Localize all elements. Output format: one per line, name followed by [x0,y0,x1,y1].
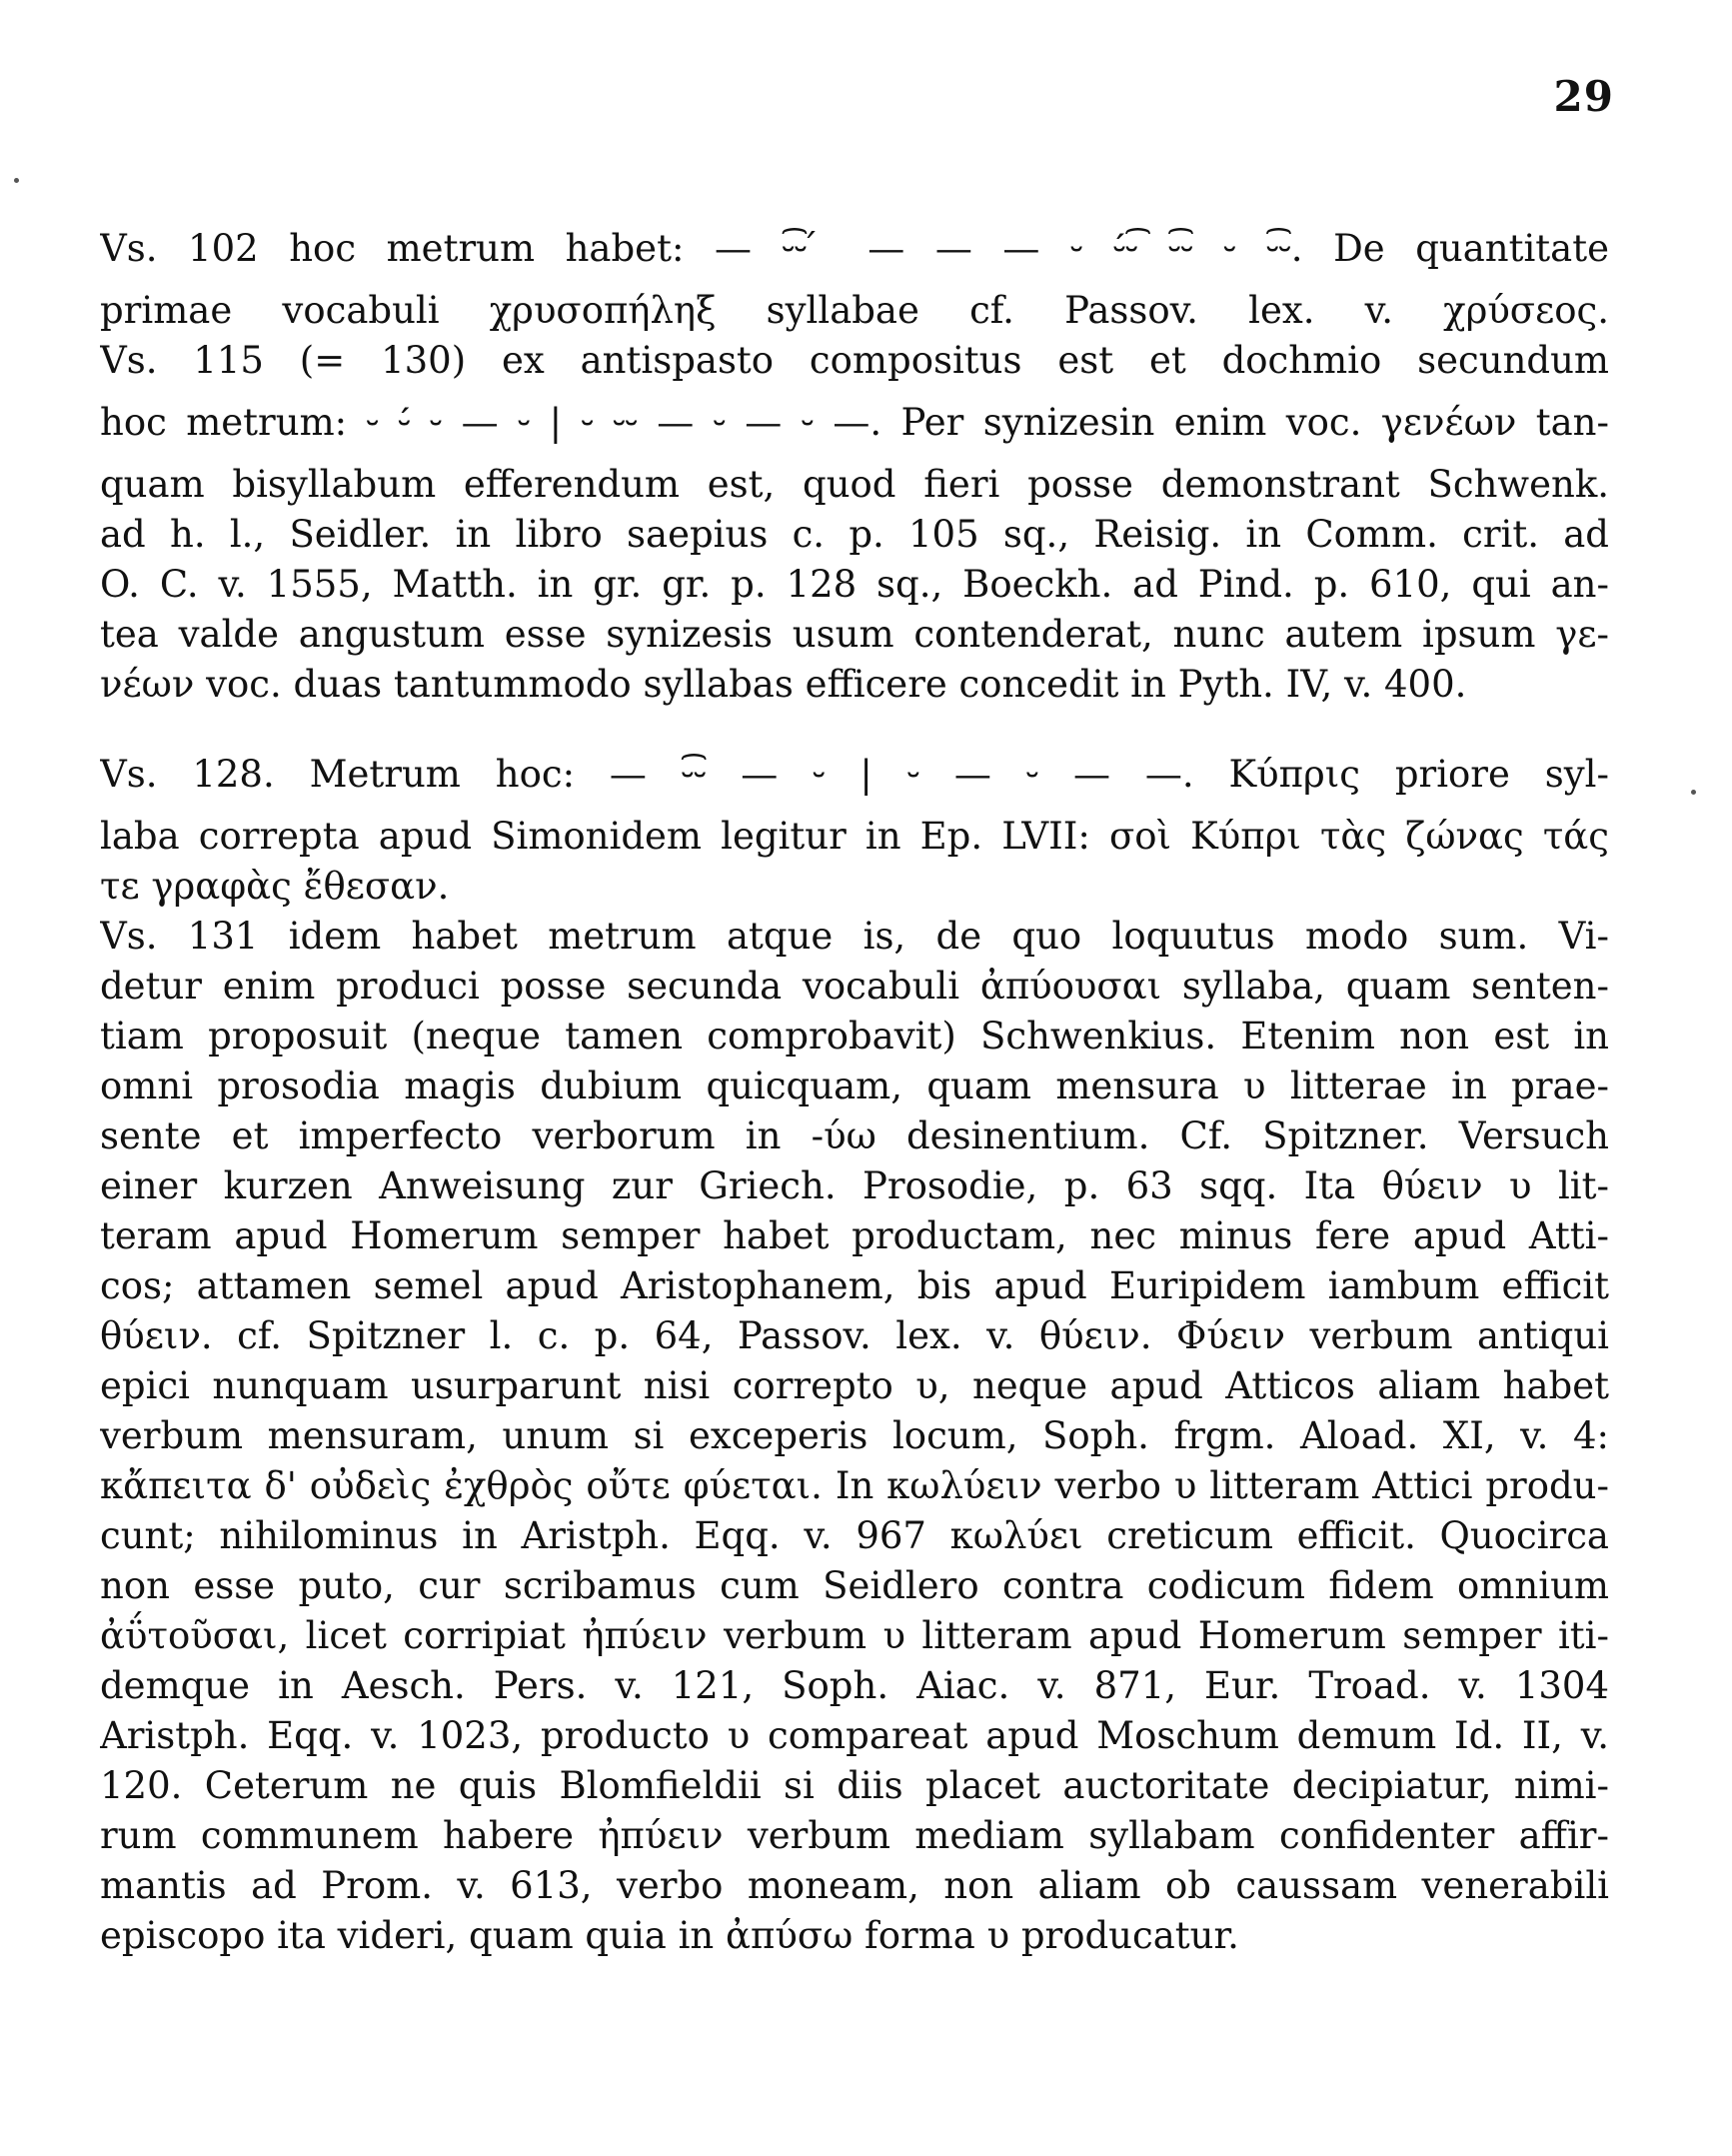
text-line: rum communem habere ἠπύειν verbum mediam syllabam confidenter affir- [100,1814,1609,1857]
body-text [100,212,1609,1961]
page-number: 29 [1553,72,1614,121]
text-line: episcopo ita videri, quam quia in ἀπύσω forma υ producatur. [100,1914,1239,1957]
text-line: Vs. 102 hoc metrum habet: — ⏑͡⏑ ́ — — — ⏑ ⏑́⏑͡ ⏑͡⏑ ⏑ ⏑͡⏑. De quantitate [100,227,1609,270]
text-line: teram apud Homerum semper habet productam, nec minus fere apud Atti- [100,1214,1609,1257]
text-line: demque in Aesch. Pers. v. 121, Soph. Aiac. v. 871, Eur. Troad. v. 1304 [100,1664,1609,1707]
margin-mark-dot [14,178,19,183]
text-line: non esse puto, cur scribamus cum Seidlero contra codicum fidem omnium [100,1564,1609,1607]
text-line: θύειν. cf. Spitzner l. c. p. 64, Passov. lex. v. θύειν. Φύειν verbum antiqui [100,1314,1609,1357]
text-line: Aristph. Eqq. v. 1023, producto υ compareat apud Moschum demum Id. II, v. [100,1714,1609,1757]
text-line: sente et imperfecto verborum in -ύω desinentium. Cf. Spitzner. Versuch [100,1114,1609,1157]
text-line: νέων voc. duas tantummodo syllabas efficere concedit in Pyth. IV, v. 400. [100,663,1467,706]
text-line: detur enim produci posse secunda vocabuli ἀπύουσαι syllaba, quam senten- [100,965,1609,1008]
text-line: O. C. v. 1555, Matth. in gr. gr. p. 128 sq., Boeckh. ad Pind. p. 610, qui an- [100,563,1609,606]
text-line: einer kurzen Anweisung zur Griech. Prosodie, p. 63 sqq. Ita θύειν υ lit- [100,1164,1609,1207]
text-line: epici nunquam usurparunt nisi correpto υ, neque apud Atticos aliam habet [100,1364,1609,1407]
text-line: hoc metrum: ⏑ ⏑́ ⏑ — ⏑ | ⏑ ⏑⏑ — ⏑ — ⏑ —. Per synizesin enim voc. γενέων tan- [100,401,1609,444]
text-line: cunt; nihilominus in Aristph. Eqq. v. 967 κωλύει creticum efficit. Quocirca [100,1514,1609,1557]
text-line: Vs. 115 (= 130) ex antispasto compositus est et dochmio secundum [100,339,1609,382]
text-line: tea valde angustum esse synizesis usum contenderat, nunc autem ipsum γε- [100,613,1609,656]
text-line: Vs. 128. Metrum hoc: — ⏑͡⏑ — ⏑ | ⏑ — ⏑ — —. Κύπρις priore syl- [100,753,1609,796]
text-line: κἄπειτα δ' οὐδεὶς ἐχθρὸς οὔτε φύεται. In κωλύειν verbo υ litteram Attici produ- [100,1464,1609,1507]
text-line: Vs. 131 idem habet metrum atque is, de quo loquutus modo sum. Vi- [100,915,1609,958]
text-line: τε γραφὰς ἔθεσαν. [100,865,450,908]
text-line: omni prosodia magis dubium quicquam, quam mensura υ litterae in prae- [100,1065,1609,1107]
margin-mark-dot [1691,790,1696,795]
text-line: 120. Ceterum ne quis Blomfieldii si diis placet auctoritate decipiatur, nimi- [100,1764,1609,1807]
text-line: ἀΰτοῦσαι, licet corripiat ἠπύειν verbum υ litteram apud Homerum semper iti- [100,1614,1609,1657]
text-line: tiam proposuit (neque tamen comprobavit) Schwenkius. Etenim non est in [100,1015,1609,1058]
text-line: mantis ad Prom. v. 613, verbo moneam, non aliam ob caussam venerabili [100,1864,1609,1907]
text-line: quam bisyllabum efferendum est, quod fieri posse demonstrant Schwenk. [100,463,1609,506]
text-line: cos; attamen semel apud Aristophanem, bis apud Euripidem iambum efficit [100,1264,1609,1307]
text-line: verbum mensuram, unum si exceperis locum, Soph. frgm. Aload. XI, v. 4: [100,1414,1609,1457]
text-line: laba correpta apud Simonidem legitur in Ep. LVII: σοὶ Κύπρι τὰς ζώνας τάς [100,815,1609,858]
text-line: ad h. l., Seidler. in libro saepius c. p. 105 sq., Reisig. in Comm. crit. ad [100,513,1609,556]
text-line: primae vocabuli χρυσοπήληξ syllabae cf. Passov. lex. v. χρύσεος. [100,289,1609,332]
